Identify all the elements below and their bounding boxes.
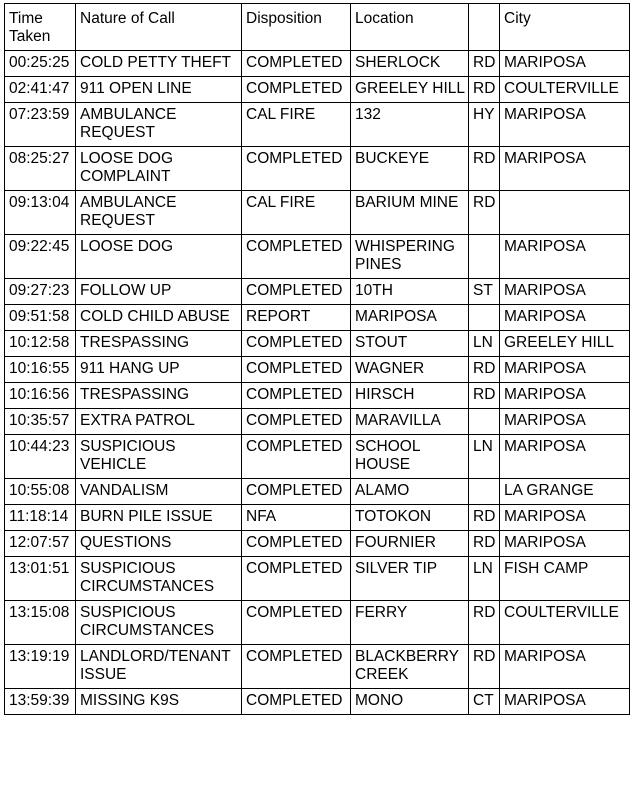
cell-city: MARIPOSA: [500, 279, 630, 305]
cell-city: MARIPOSA: [500, 505, 630, 531]
cell-city: GREELEY HILL: [500, 331, 630, 357]
cell-nature-of-call: BURN PILE ISSUE: [76, 505, 242, 531]
table-row: [5, 147, 630, 191]
cell-location: SCHOOL HOUSE: [351, 435, 469, 479]
cell-location: SHERLOCK: [351, 51, 469, 77]
cell-location: MARAVILLA: [351, 409, 469, 435]
cell-disposition: COMPLETED: [242, 383, 351, 409]
table-row: [5, 357, 630, 383]
cell-location: BUCKEYE: [351, 147, 469, 191]
call-log-table: [4, 3, 630, 715]
cell-location: GREELEY HILL: [351, 77, 469, 103]
cell-disposition: COMPLETED: [242, 147, 351, 191]
cell-disposition: NFA: [242, 505, 351, 531]
cell-nature-of-call: LOOSE DOG COMPLAINT: [76, 147, 242, 191]
header-nature-of-call: Nature of Call: [76, 4, 242, 51]
table-row: [5, 77, 630, 103]
cell-city: COULTERVILLE: [500, 601, 630, 645]
cell-city: MARIPOSA: [500, 357, 630, 383]
cell-time-taken: 11:18:14: [5, 505, 76, 531]
cell-time-taken: 12:07:57: [5, 531, 76, 557]
cell-city: MARIPOSA: [500, 645, 630, 689]
cell-location: BARIUM MINE: [351, 191, 469, 235]
cell-location: WHISPERING PINES: [351, 235, 469, 279]
header-time-line1: Time: [9, 10, 43, 27]
cell-city: MARIPOSA: [500, 235, 630, 279]
cell-location: BLACKBERRY CREEK: [351, 645, 469, 689]
cell-nature-of-call: EXTRA PATROL: [76, 409, 242, 435]
table-row: [5, 235, 630, 279]
cell-time-taken: 13:59:39: [5, 689, 76, 715]
cell-nature-of-call: SUSPICIOUS CIRCUMSTANCES: [76, 601, 242, 645]
cell-street-suffix: LN: [469, 435, 500, 479]
cell-nature-of-call: FOLLOW UP: [76, 279, 242, 305]
cell-street-suffix: RD: [469, 51, 500, 77]
cell-street-suffix: RD: [469, 505, 500, 531]
cell-street-suffix: [469, 409, 500, 435]
cell-nature-of-call: 911 OPEN LINE: [76, 77, 242, 103]
cell-time-taken: 13:15:08: [5, 601, 76, 645]
cell-street-suffix: [469, 479, 500, 505]
cell-disposition: COMPLETED: [242, 479, 351, 505]
table-row: [5, 479, 630, 505]
cell-nature-of-call: SUSPICIOUS VEHICLE: [76, 435, 242, 479]
cell-nature-of-call: LOOSE DOG: [76, 235, 242, 279]
table-header: [5, 4, 630, 51]
cell-disposition: CAL FIRE: [242, 191, 351, 235]
table-row: [5, 383, 630, 409]
cell-nature-of-call: SUSPICIOUS CIRCUMSTANCES: [76, 557, 242, 601]
cell-time-taken: 09:51:58: [5, 305, 76, 331]
table-row: [5, 191, 630, 235]
cell-city: MARIPOSA: [500, 103, 630, 147]
cell-street-suffix: RD: [469, 77, 500, 103]
cell-disposition: COMPLETED: [242, 331, 351, 357]
cell-disposition: COMPLETED: [242, 531, 351, 557]
cell-nature-of-call: QUESTIONS: [76, 531, 242, 557]
table-row: [5, 557, 630, 601]
table-row: [5, 689, 630, 715]
header-row: [5, 4, 630, 51]
cell-city: MARIPOSA: [500, 305, 630, 331]
cell-nature-of-call: COLD CHILD ABUSE: [76, 305, 242, 331]
table-row: [5, 51, 630, 77]
table-body: [5, 51, 630, 715]
cell-time-taken: 10:35:57: [5, 409, 76, 435]
header-time-line2: Taken: [9, 28, 51, 45]
cell-disposition: COMPLETED: [242, 435, 351, 479]
cell-street-suffix: [469, 235, 500, 279]
cell-city: COULTERVILLE: [500, 77, 630, 103]
table-row: [5, 103, 630, 147]
cell-time-taken: 02:41:47: [5, 77, 76, 103]
cell-time-taken: 13:19:19: [5, 645, 76, 689]
cell-location: FERRY: [351, 601, 469, 645]
table-row: [5, 531, 630, 557]
cell-disposition: COMPLETED: [242, 357, 351, 383]
cell-street-suffix: RD: [469, 357, 500, 383]
cell-disposition: REPORT: [242, 305, 351, 331]
cell-disposition: COMPLETED: [242, 645, 351, 689]
cell-city: MARIPOSA: [500, 531, 630, 557]
table-row: [5, 435, 630, 479]
cell-street-suffix: RD: [469, 383, 500, 409]
cell-time-taken: 09:22:45: [5, 235, 76, 279]
header-location: Location: [351, 4, 469, 51]
cell-street-suffix: RD: [469, 601, 500, 645]
cell-nature-of-call: MISSING K9S: [76, 689, 242, 715]
cell-time-taken: 10:16:55: [5, 357, 76, 383]
cell-time-taken: 10:44:23: [5, 435, 76, 479]
cell-time-taken: 09:13:04: [5, 191, 76, 235]
cell-street-suffix: HY: [469, 103, 500, 147]
cell-location: MONO: [351, 689, 469, 715]
cell-city: MARIPOSA: [500, 383, 630, 409]
cell-disposition: CAL FIRE: [242, 103, 351, 147]
table-row: [5, 601, 630, 645]
cell-time-taken: 07:23:59: [5, 103, 76, 147]
cell-street-suffix: ST: [469, 279, 500, 305]
cell-nature-of-call: VANDALISM: [76, 479, 242, 505]
cell-location: 132: [351, 103, 469, 147]
cell-city: MARIPOSA: [500, 51, 630, 77]
cell-city: LA GRANGE: [500, 479, 630, 505]
cell-disposition: COMPLETED: [242, 601, 351, 645]
cell-city: MARIPOSA: [500, 435, 630, 479]
cell-street-suffix: RD: [469, 645, 500, 689]
cell-time-taken: 08:25:27: [5, 147, 76, 191]
cell-disposition: COMPLETED: [242, 279, 351, 305]
cell-disposition: COMPLETED: [242, 689, 351, 715]
cell-location: STOUT: [351, 331, 469, 357]
cell-nature-of-call: TRESPASSING: [76, 331, 242, 357]
cell-location: ALAMO: [351, 479, 469, 505]
cell-nature-of-call: LANDLORD/TENANT ISSUE: [76, 645, 242, 689]
header-city: City: [500, 4, 630, 51]
table-row: [5, 505, 630, 531]
cell-location: 10TH: [351, 279, 469, 305]
cell-time-taken: 13:01:51: [5, 557, 76, 601]
table-row: [5, 305, 630, 331]
cell-time-taken: 00:25:25: [5, 51, 76, 77]
cell-location: SILVER TIP: [351, 557, 469, 601]
cell-disposition: COMPLETED: [242, 51, 351, 77]
cell-disposition: COMPLETED: [242, 557, 351, 601]
cell-street-suffix: LN: [469, 557, 500, 601]
cell-location: FOURNIER: [351, 531, 469, 557]
cell-disposition: COMPLETED: [242, 77, 351, 103]
cell-street-suffix: LN: [469, 331, 500, 357]
cell-city: FISH CAMP: [500, 557, 630, 601]
cell-location: WAGNER: [351, 357, 469, 383]
cell-city: [500, 191, 630, 235]
cell-time-taken: 09:27:23: [5, 279, 76, 305]
cell-nature-of-call: AMBULANCE REQUEST: [76, 103, 242, 147]
cell-disposition: COMPLETED: [242, 235, 351, 279]
cell-time-taken: 10:16:56: [5, 383, 76, 409]
header-time-taken: [5, 4, 76, 51]
cell-nature-of-call: 911 HANG UP: [76, 357, 242, 383]
cell-location: TOTOKON: [351, 505, 469, 531]
table-row: [5, 645, 630, 689]
header-street-suffix: [469, 4, 500, 51]
cell-street-suffix: [469, 305, 500, 331]
table-row: [5, 409, 630, 435]
cell-disposition: COMPLETED: [242, 409, 351, 435]
cell-location: MARIPOSA: [351, 305, 469, 331]
cell-location: HIRSCH: [351, 383, 469, 409]
cell-city: MARIPOSA: [500, 147, 630, 191]
cell-street-suffix: CT: [469, 689, 500, 715]
cell-time-taken: 10:12:58: [5, 331, 76, 357]
cell-nature-of-call: AMBULANCE REQUEST: [76, 191, 242, 235]
cell-nature-of-call: COLD PETTY THEFT: [76, 51, 242, 77]
header-disposition: Disposition: [242, 4, 351, 51]
cell-street-suffix: RD: [469, 147, 500, 191]
cell-nature-of-call: TRESPASSING: [76, 383, 242, 409]
table-row: [5, 331, 630, 357]
cell-city: MARIPOSA: [500, 689, 630, 715]
cell-street-suffix: RD: [469, 191, 500, 235]
table-row: [5, 279, 630, 305]
cell-city: MARIPOSA: [500, 409, 630, 435]
cell-time-taken: 10:55:08: [5, 479, 76, 505]
cell-street-suffix: RD: [469, 531, 500, 557]
